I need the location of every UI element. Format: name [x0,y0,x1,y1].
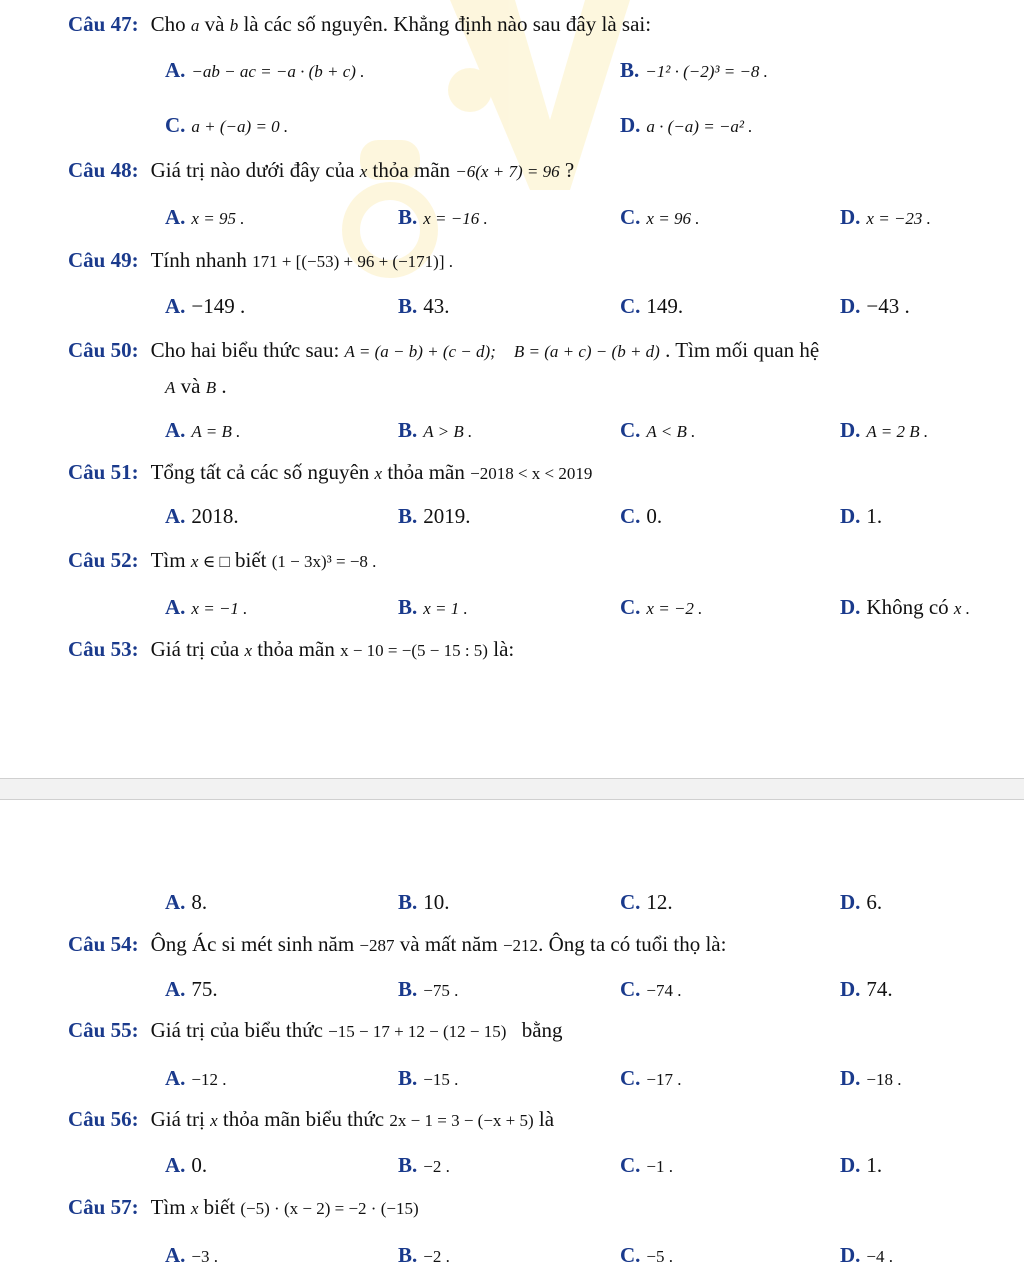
math-var: x [244,641,253,660]
question-text: biết [229,548,272,572]
option-b [620,58,768,83]
option-value: 1. [866,504,883,528]
option-d [840,418,928,443]
option-d [840,504,882,529]
option-b [398,1153,450,1178]
option-c [620,890,673,915]
option-c [620,418,695,443]
option-label: C. [620,595,641,619]
option-value: 8. [191,890,208,914]
option-value: 43. [423,294,450,318]
option-b [398,504,471,529]
option-label: B. [398,595,418,619]
option-label: C. [620,418,641,442]
option-value: x = 96 . [646,209,700,228]
question-text: Ông Ác si mét sinh năm [150,932,360,956]
option-label: D. [840,1066,861,1090]
question-text: bằng [516,1018,563,1042]
option-label: C. [620,294,641,318]
option-label: D. [840,977,861,1001]
option-d [840,977,893,1002]
question-number: Câu 49: [68,248,139,272]
question-text: và [175,374,206,398]
question-text: Tổng tất cả các số nguyên [150,460,375,484]
option-label: C. [620,1153,641,1177]
option-label: C. [620,1066,641,1090]
option-a [165,1153,207,1178]
option-label: C. [620,1243,641,1267]
question-number: Câu 50: [68,338,139,362]
option-d [620,113,753,138]
option-d [840,1066,902,1091]
option-value: x = −2 . [646,599,703,618]
question-text: biết [198,1195,241,1219]
option-value: A = 2 B . [866,422,929,441]
option-label: B. [398,205,418,229]
option-label: A. [165,977,186,1001]
option-value: 0. [646,504,663,528]
option-label: C. [165,113,186,137]
math-var: b [229,16,239,35]
option-d [840,294,910,319]
option-a [165,294,245,319]
option-c [620,1153,673,1178]
option-label: A. [165,1066,186,1090]
question-48 [68,158,574,183]
question-text: Tìm [150,548,191,572]
option-value: 1. [866,1153,883,1177]
option-value: −43 . [866,294,910,318]
option-label: B. [398,418,418,442]
option-label: B. [398,1066,418,1090]
option-label: D. [840,1153,861,1177]
option-c [620,977,682,1002]
question-55 [68,1018,563,1043]
option-value: x = −1 . [191,599,248,618]
question-text: và [199,12,230,36]
math-expr: −287 [359,936,395,955]
question-53 [68,637,514,662]
option-d [840,1153,882,1178]
option-c [620,205,699,230]
question-47 [68,12,651,37]
question-text: thỏa mãn [252,637,341,661]
option-label: B. [398,890,418,914]
math-var: A [165,378,176,397]
option-d [840,595,970,620]
option-value: −3 . [191,1247,219,1266]
question-number: Câu 51: [68,460,139,484]
option-c [620,595,702,620]
option-label: B. [398,1153,418,1177]
math-var: x [190,1199,199,1218]
option-b [398,418,472,443]
option-label: B. [398,977,418,1001]
question-text: . [216,374,227,398]
option-value: −74 . [646,981,682,1000]
option-value: x = −23 . [866,209,931,228]
option-b [398,977,458,1002]
option-a [165,205,244,230]
option-text: Không có [866,595,954,619]
option-value: −ab − ac = −a · (b + c) . [191,62,365,81]
question-text: Giá trị của [150,637,245,661]
option-b [398,595,468,620]
option-label: A. [165,1243,186,1267]
option-b [398,1066,458,1091]
math-expr: −2018 < x < 2019 [470,464,593,483]
question-text: và mất năm [394,932,503,956]
option-value: 2019. [423,504,471,528]
option-value: a + (−a) = 0 . [191,117,289,136]
option-label: D. [840,205,861,229]
option-label: B. [398,294,418,318]
math-var: x [374,464,383,483]
option-label: D. [840,890,861,914]
option-label: C. [620,504,641,528]
option-value: 12. [646,890,673,914]
option-value: 10. [423,890,450,914]
question-number: Câu 54: [68,932,139,956]
option-value: A < B . [646,422,696,441]
option-label: A. [165,890,186,914]
math-var: a [190,16,200,35]
option-a [165,977,218,1002]
math-expr: A = (a − b) + (c − d); [344,342,496,361]
question-text: thỏa mãn biểu thức [217,1107,390,1131]
math-expr: x ∈ □ [190,552,230,571]
question-number: Câu 57: [68,1195,139,1219]
option-a [165,595,247,620]
question-text: Giá trị nào dưới đây của [150,158,360,182]
option-value: −1² · (−2)³ = −8 . [645,62,768,81]
option-value: 0. [191,1153,208,1177]
option-value: a · (−a) = −a² . [646,117,753,136]
option-c [165,113,288,138]
option-d [840,205,931,230]
option-value: 6. [866,890,883,914]
option-value: 74. [866,977,893,1001]
question-54 [68,932,726,957]
question-number: Câu 47: [68,12,139,36]
option-label: D. [840,418,861,442]
option-value: 2018. [191,504,239,528]
option-c [620,504,662,529]
math-expr: −6(x + 7) = 96 [455,162,560,181]
question-50 [68,338,819,363]
option-c [620,1066,682,1091]
option-value: −4 . [866,1247,894,1266]
question-number: Câu 55: [68,1018,139,1042]
question-text: là [533,1107,555,1131]
math-var: x [359,162,368,181]
option-c [620,294,683,319]
math-expr: (1 − 3x)³ = −8 . [271,552,377,571]
math-expr: 2x − 1 = 3 − (−x + 5) [389,1111,534,1130]
question-text: thỏa mãn [382,460,471,484]
option-label: D. [840,1243,861,1267]
option-label: A. [165,294,186,318]
option-label: B. [398,1243,418,1267]
option-value: x = −16 . [423,209,488,228]
option-a [165,504,239,529]
question-text: . Ông ta có tuổi thọ là: [538,932,727,956]
option-a [165,1243,218,1268]
question-text: . Tìm mối quan hệ [659,338,820,362]
math-expr: −212 [502,936,539,955]
option-label: D. [840,294,861,318]
option-c [620,1243,673,1268]
option-label: C. [620,890,641,914]
math-var: x [210,1111,218,1130]
option-value: A = B . [191,422,241,441]
question-number: Câu 56: [68,1107,139,1131]
option-value: −12 . [191,1070,227,1089]
option-value: −15 . [423,1070,459,1089]
option-value: x = 95 . [191,209,245,228]
option-b [398,890,450,915]
option-label: D. [620,113,641,137]
page-break [0,778,1024,800]
option-label: A. [165,418,186,442]
option-a [165,890,207,915]
option-label: D. [840,504,861,528]
question-text: ? [559,158,575,182]
option-b [398,1243,450,1268]
option-value: −2 . [423,1247,450,1266]
option-label: A. [165,205,186,229]
question-49 [68,248,453,273]
option-label: A. [165,1153,186,1177]
math-expr: −15 − 17 + 12 − (12 − 15) [328,1022,507,1041]
option-a [165,418,240,443]
option-label: A. [165,58,186,82]
question-number: Câu 52: [68,548,139,572]
option-b [398,205,488,230]
option-label: B. [398,504,418,528]
option-label: A. [165,595,186,619]
option-label: C. [620,977,641,1001]
math-expr: B = (a + c) − (b + d) [513,342,660,361]
question-51 [68,460,592,485]
question-text: là: [487,637,515,661]
option-value: −2 . [423,1157,450,1176]
option-value: 75. [191,977,218,1001]
math-expr: 171 + [(−53) + 96 + (−171)] . [252,252,453,271]
question-text: Giá trị [150,1107,211,1131]
question-text: Cho [150,12,191,36]
option-label: D. [840,595,861,619]
option-b [398,294,450,319]
question-57 [68,1195,419,1220]
option-value: −75 . [423,981,459,1000]
option-value: x = 1 . [423,599,468,618]
question-text: Tìm [150,1195,191,1219]
option-value: 149. [646,294,684,318]
option-label: B. [620,58,640,82]
option-label: C. [620,205,641,229]
question-text: Cho hai biểu thức sau: [150,338,345,362]
question-56 [68,1107,554,1132]
option-label: A. [165,504,186,528]
question-number: Câu 53: [68,637,139,661]
question-text: Giá trị của biểu thức [150,1018,329,1042]
math-var: B [205,378,217,397]
option-a [165,58,364,83]
option-d [840,890,882,915]
option-value: −18 . [866,1070,902,1089]
math-expr: (−5) · (x − 2) = −2 · (−15) [240,1199,419,1218]
option-value: x . [953,599,970,618]
option-value: A > B . [423,422,473,441]
option-value: −5 . [646,1247,674,1266]
question-50-continued [165,374,227,399]
option-d [840,1243,893,1268]
option-value: −17 . [646,1070,682,1089]
math-expr: x − 10 = −(5 − 15 : 5) [340,641,488,660]
question-text: Tính nhanh [150,248,253,272]
question-number: Câu 48: [68,158,139,182]
option-a [165,1066,227,1091]
option-value: −149 . [191,294,246,318]
option-value: −1 . [646,1157,674,1176]
question-text: thỏa mãn [367,158,456,182]
question-text: là các số nguyên. Khẳng định nào sau đây là sai: [238,12,652,36]
question-52 [68,548,376,573]
